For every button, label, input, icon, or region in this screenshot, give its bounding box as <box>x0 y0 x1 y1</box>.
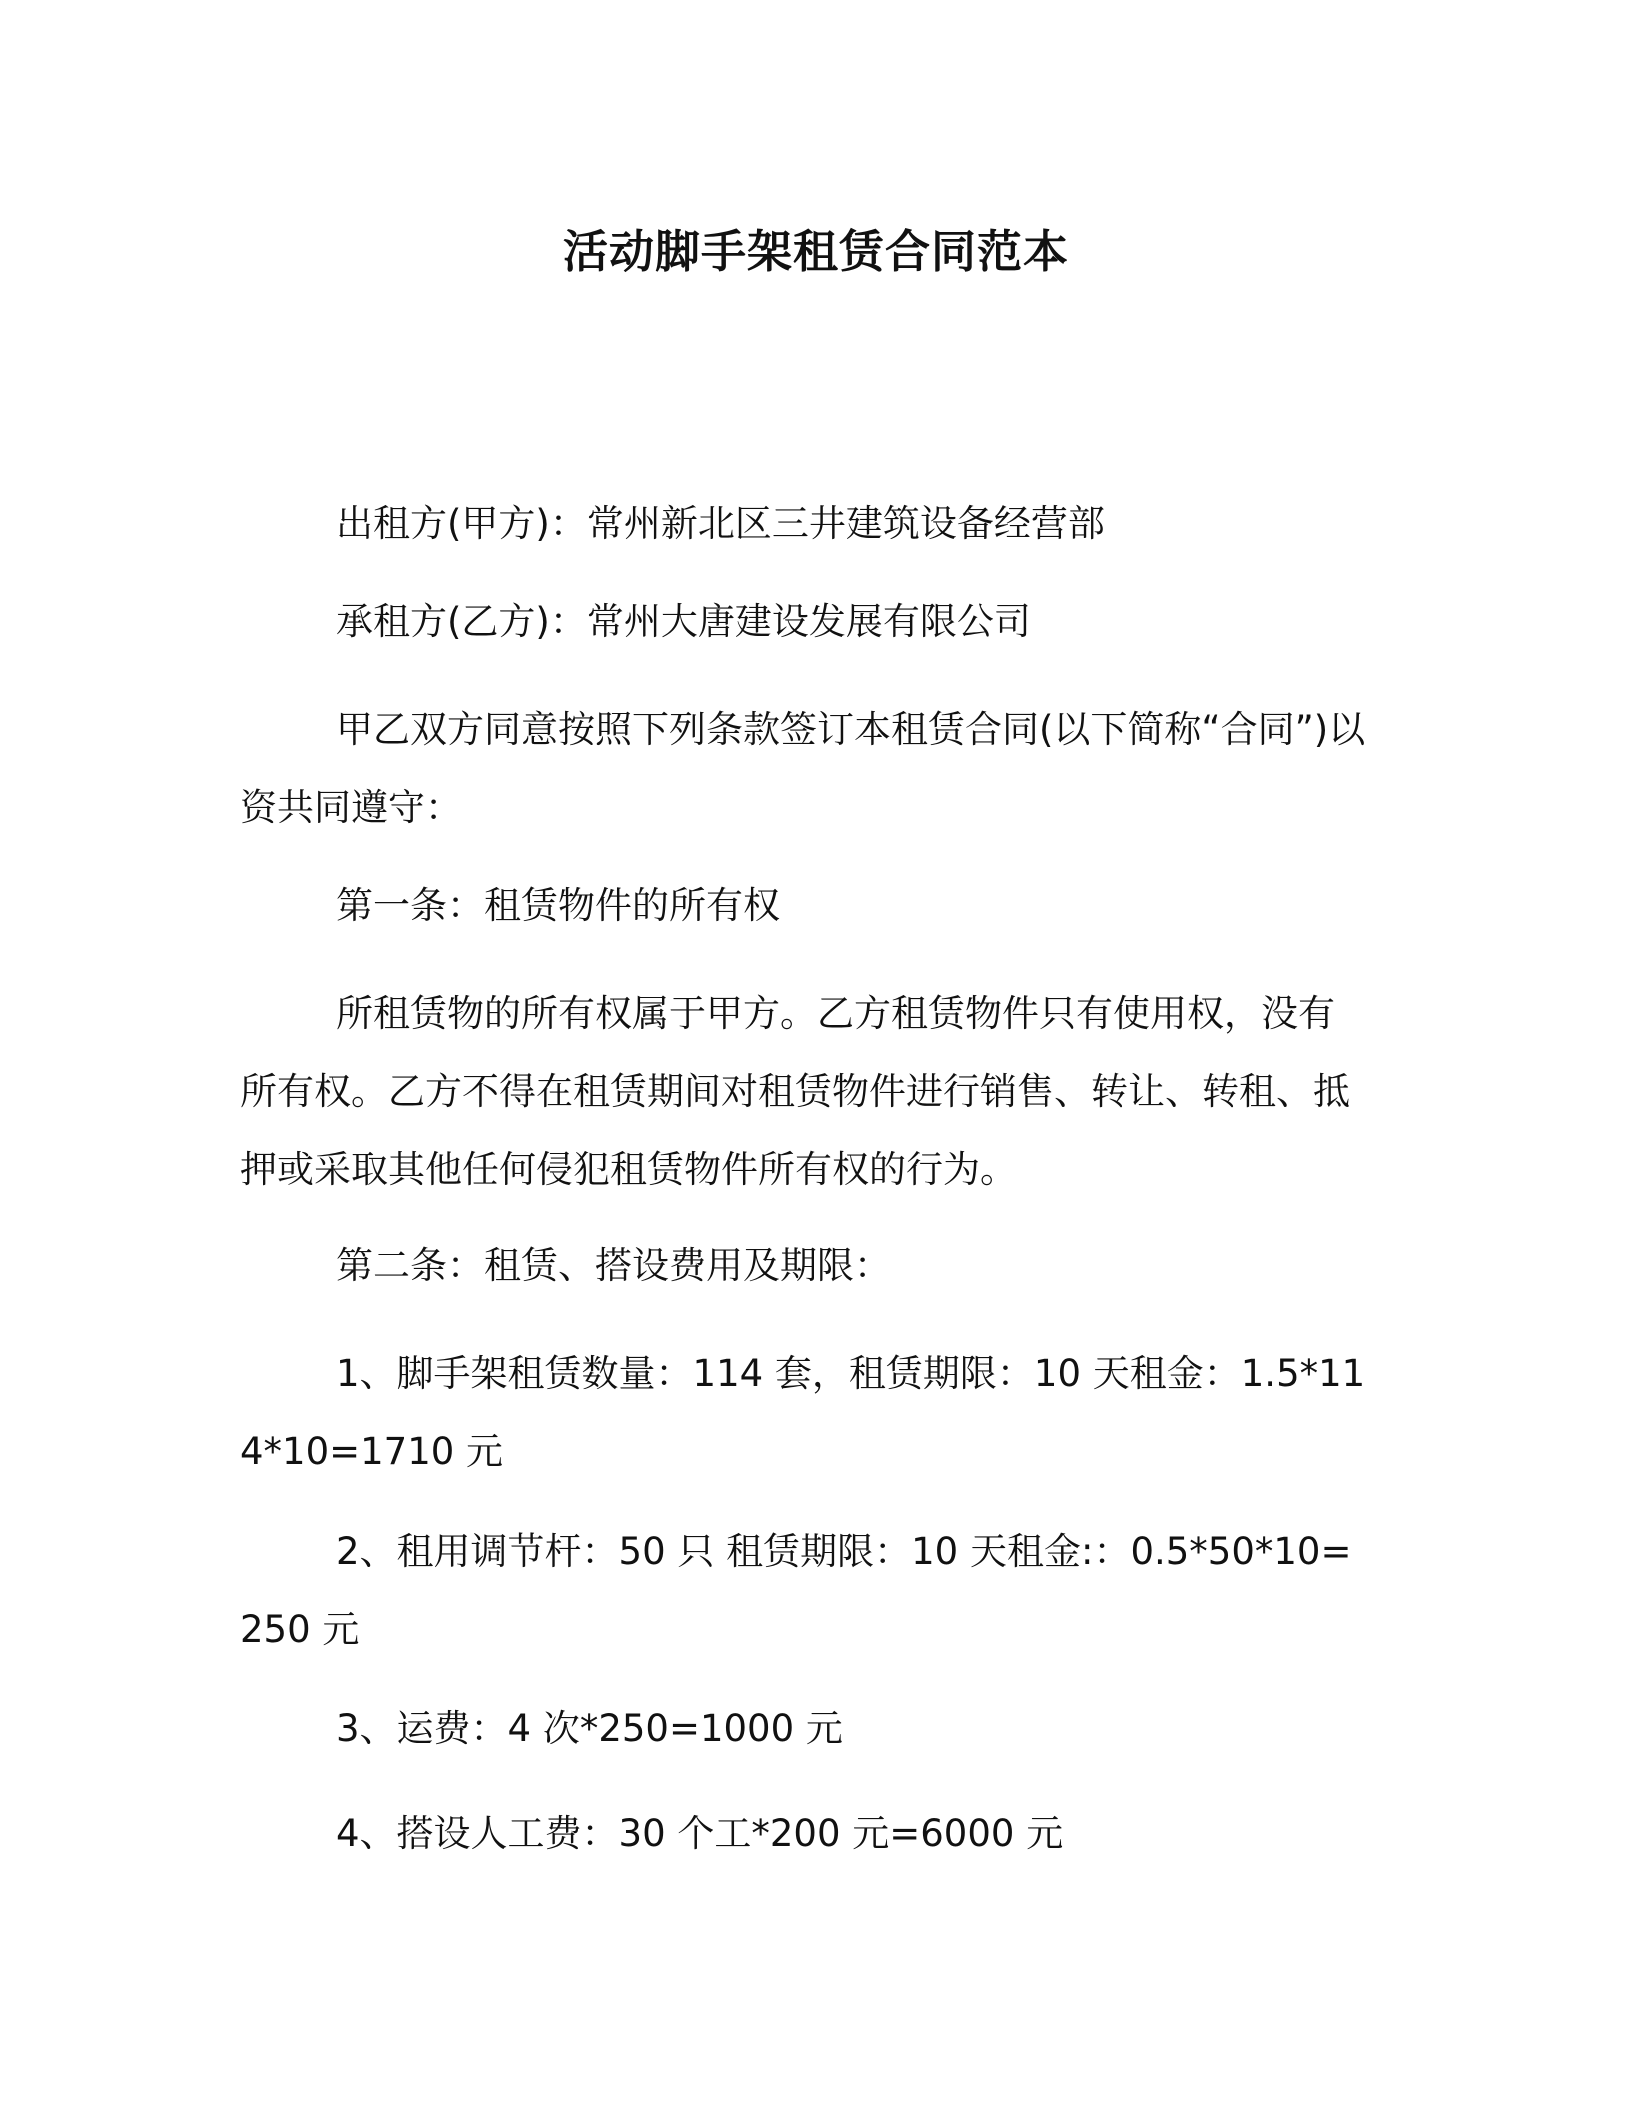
agreement-intro: 甲乙双方同意按照下列条款签订本租赁合同(以下简称“合同”)以资共同遵守： <box>240 708 1366 829</box>
ownership-clause: 所租赁物的所有权属于甲方。乙方租赁物件只有使用权，没有所有权。乙方不得在租赁期间对租赁物件进行销售、转让、转租、抵押或采取其他任何侵犯租赁物件所有权的行为。 <box>240 992 1350 1191</box>
article-one-heading: 第一条：租赁物件的所有权 <box>336 884 780 927</box>
document-title: 活动脚手架租赁合同范本 <box>562 225 1069 278</box>
lessor-line: 出租方(甲方)：常州新北区三井建筑设备经营部 <box>336 502 1105 545</box>
fee-item-1: 1、脚手架租赁数量：114 套，租赁期限：10 天租金：1.5*114*10=1710 元 <box>240 1352 1366 1473</box>
lessee-line: 承租方(乙方)：常州大唐建设发展有限公司 <box>336 600 1031 643</box>
fee-item-3: 3、运费：4 次*250=1000 元 <box>336 1707 843 1750</box>
fee-item-4: 4、搭设人工费：30 个工*200 元=6000 元 <box>336 1812 1064 1855</box>
fee-item-2: 2、租用调节杆：50 只 租赁期限：10 天租金:：0.5*50*10=250 元 <box>240 1530 1352 1651</box>
article-two-heading: 第二条：租赁、搭设费用及期限： <box>336 1244 891 1287</box>
